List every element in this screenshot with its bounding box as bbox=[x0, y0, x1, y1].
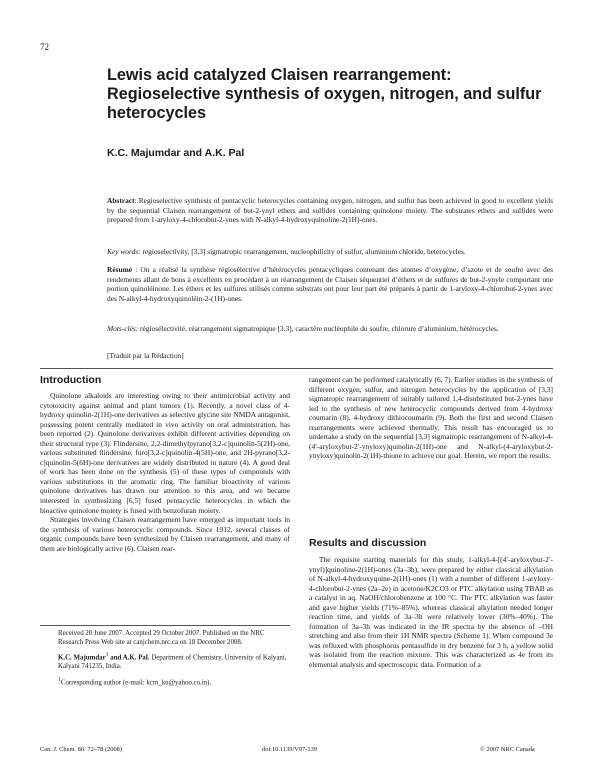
intro-body bbox=[40, 391, 290, 553]
mots-cles-text: régiosélectivité, réarrangement sigmatropique [3.3], caractère nucléophile du soufre, chlorure d’aluminium, hétérocycles. bbox=[138, 324, 499, 333]
mots-cles bbox=[107, 324, 553, 334]
page-number: 72 bbox=[40, 42, 49, 52]
keywords-label: Key words: bbox=[107, 247, 141, 256]
results-paragraph: The requisite starting materials for this study, 1-alkyl-4-[(4′-aryloxybut-2′-ynyl)]quinoline-2(1H)-ones (3a–3h), were prepared by either classical alkylation of N-alkyl-4-hydroxyquine-2(1H)-ones (1) with a number of different 1-aryloxy-4-chlorobut-2-ynes (2a–2e) in acetone/K2CO3 or PTC alkylation using TBAB as a catalyst in aq. NaOH/chlorobenzene at 100 °C. The PTC alkylation was faster and gave higher yields (71%–85%), whereas classical alkylation needed longer reaction time, and yields of 3a–3h were relatively lower (30%–40%). The formation of 3a–3h was indicated in the IR spectra by the absence of –OH stretching and also from their 1H NMR spectra (Scheme 1). When compound 3e was refluxed with phosphorus pentasulfide in dry benzene for 3 h, a yellow solid was isolated from the reaction mixture. This was characterized as 4e from its elemental analysis and spectroscopic data. Formation of a bbox=[309, 555, 553, 670]
abstract-label: Abstract bbox=[107, 196, 135, 205]
resume bbox=[107, 265, 553, 303]
corresponding-author bbox=[58, 676, 290, 688]
right-column-top bbox=[309, 375, 553, 461]
corr-superscript: 1 bbox=[58, 677, 61, 684]
intro-heading: Introduction bbox=[40, 374, 102, 386]
journal-citation: Can. J. Chem. 86: 72–78 (2008) bbox=[40, 746, 123, 753]
intro-paragraph: Quinolone alkaloids are interesting owing to their antimicrobial activity and cytotoxicity against animal and plant tumors (1). Recently, a novel class of 4-hydroxy quinolin-2(1H)-one derivatives as selective glycine site NMDA antagonist, possessing potent centrally mediated in vivo activity on oral administration, has been reported (2). Quinolone derivatives exhibit different activities depending on their structural type (3). Flindersine, 2,2-dimethylpyrano[3,2-c]quinolin-5(2H)-one, various substituted flindersine, furo[3,2-c]quinolin-4(5H)-one, and 2H-pyrano[3,2-c]quinolin-5(6H)-one derivatives are widely distributed in nature (4). A good deal of work has been done on the synthesis (5) of these types of compounds with various substitutions in the aromatic ring. The familiar bioactivity of various quinolone derivatives has drawn our attention to this area, and we became interested in synthesizing [6,5] fused pentacyclic heterocycles in which the bioactive quinolone moiety is fused with benzofuran moiety. bbox=[40, 391, 290, 515]
affil-dept: Department of Chemistry, University of Kalyani, Kalyani 741235, India. bbox=[58, 654, 287, 671]
footnote bbox=[58, 630, 290, 688]
section-divider bbox=[40, 368, 553, 369]
translation-note: [Traduit par la Rédaction] bbox=[107, 351, 184, 360]
affil-superscript: 1 bbox=[105, 652, 109, 659]
corr-text: Corresponding author (e-mail: kcm_ku@yahoo.co.in). bbox=[60, 679, 212, 687]
keywords bbox=[107, 247, 553, 257]
resume-text: : On a réalisé la synthèse régiosélective d’hétérocycles pentacycliques contenant des atomes d’oxygène, d’azote et de soufre avec des rendements allant de bons à excellents en procédant à un réarrangement de Claisen séquentiel d’éthers et de sulfures de but-2-ynyle comportant une portion quinoléinone. Les éthers et les sulfures utilisés comme substrats ont pour leur part été préparés à partir de 1-aryloxy-4-chlorobut-2-ynes avec des N-alkyl-4-hydroxyquinoléin-2-(1H)-ones. bbox=[107, 265, 553, 303]
affil-author-1: K.C. Majumdar bbox=[58, 654, 106, 662]
results-heading: Results and discussion bbox=[309, 537, 427, 549]
resume-label: Résumé bbox=[107, 265, 133, 274]
copyright: © 2007 NRC Canada bbox=[480, 746, 535, 753]
affil-and: and bbox=[108, 654, 123, 662]
affiliation bbox=[58, 651, 290, 672]
doi: doi:10.1139/V07-139 bbox=[262, 746, 317, 753]
abstract bbox=[107, 196, 553, 225]
results-body bbox=[309, 555, 553, 670]
abstract-text: : Regioselective synthesis of pentacyclic heterocycles containing oxygen, nitrogen, and sulfur has been achieved in good to excellent yields by the sequential Claisen rearrangement of but-2-ynyl ethers and sulfides containing quinolone moiety. The substrates ethers and sulfides were prepared from 1-aryloxy-4-chlorobut-2-ynes with N-alkyl-4-hydroxyquinoline-2(1H)-ones. bbox=[107, 196, 553, 225]
article-authors: K.C. Majumdar and A.K. Pal bbox=[107, 147, 245, 159]
intro-paragraph: Strategies involving Claisen rearrangement have emerged as important tools in the synthesis of various heterocyclic compounds. Since 1912, several classes of organic compounds have been synthesized by Claisen rearrangement, and many of them are biologically active (6). Claisen rear- bbox=[40, 515, 290, 553]
received-note: Received 20 June 2007. Accepted 29 October 2007. Published on the NRC Research Press Web site at canjchem.nrc.ca on 18 December 2008. bbox=[58, 630, 265, 646]
footnote-divider bbox=[40, 625, 290, 626]
affil-author-2: A.K. Pal. bbox=[122, 654, 150, 662]
article-title: Lewis acid catalyzed Claisen rearrangement: Regioselective synthesis of oxygen, nitrogen, and sulfur heterocycles bbox=[107, 66, 542, 122]
keywords-text: regioselectivity, [3,3] sigmatropic rearrangement, nucleophilicity of sulfur, aluminium chloride, heterocycles. bbox=[140, 247, 466, 256]
continued-paragraph: rangement can be performed catalytically (6, 7). Earlier studies in the synthesis of different oxygen, sulfur, and nitrogen heterocycles by the application of [3,3] sigmatropic rearrangement of suitably tailored 1,4-disubstituted but-2-ynes have led to the synthesis of new heterocyclic compounds derived from 4-hydroxy coumarin (8), 4-hydroxy dithiocoumarin (9). Both the first and second Claisen rearrangements were achieved thermally. This result has encouraged us to undertake a study on the sequential [3,3] sigmatropic rearrangement of N-alkyl-4-(4′-aryloxybut-2′-ynyloxy)quinolin-2(1H)-one and N-alkyl-(4-aryloxybut-2-ynyloxy)quinolin-2(1H)-thione to achieve our goal. Herein, we report the results. bbox=[309, 375, 553, 461]
mots-cles-label: Mots-clés: bbox=[107, 324, 139, 333]
